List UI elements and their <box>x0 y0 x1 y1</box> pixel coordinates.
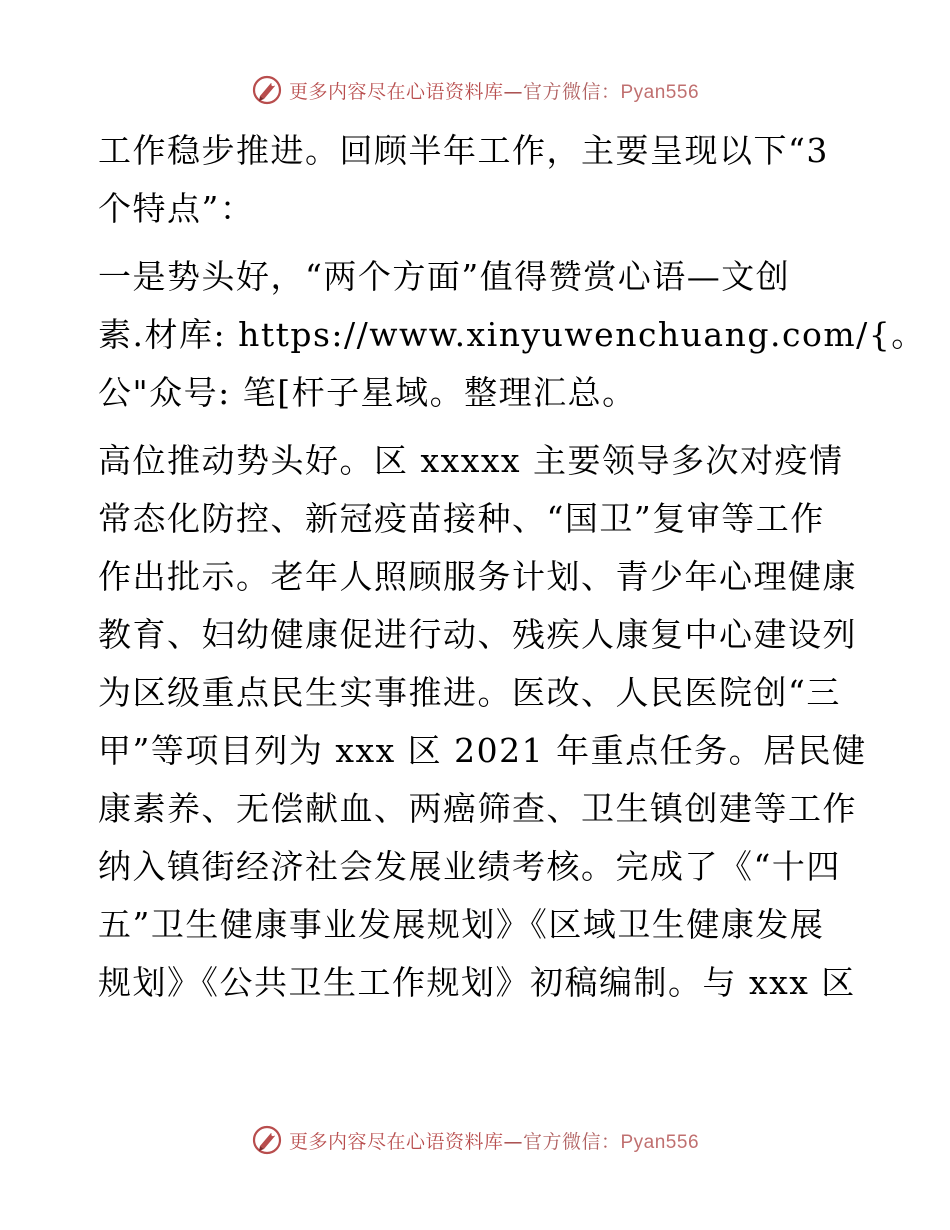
body-line: 一是势头好，“两个方面”值得赞赏心语—文创 <box>98 257 791 296</box>
body-line: 为区级重点民生实事推进。医改、人民医院创“三 <box>98 673 841 712</box>
pen-logo-icon <box>251 1124 283 1156</box>
body-line: 工作稳步推进。回顾半年工作，主要呈现以下“3 <box>98 131 829 170</box>
pen-logo-icon <box>251 74 283 106</box>
body-line: 高位推动势头好。区 xxxxx 主要领导多次对疫情 <box>98 441 844 480</box>
body-line: 康素养、无偿献血、两癌筛查、卫生镇创建等工作 <box>98 789 857 828</box>
document-body <box>98 122 926 1012</box>
body-line: 常态化防控、新冠疫苗接种、“国卫”复审等工作 <box>98 499 825 538</box>
body-line: 甲”等项目列为 xxx 区 2021 年重点任务。居民健 <box>98 731 867 770</box>
body-line: 教育、妇幼健康促进行动、残疾人康复中心建设列 <box>98 615 857 654</box>
body-line: 素.材库: https://www.xinyuwenchuang.com/{。 <box>98 315 926 354</box>
header-watermark-banner <box>0 70 950 110</box>
body-line: 个特点”： <box>98 189 255 228</box>
paragraph-gap <box>98 238 850 248</box>
footer-watermark-text: 更多内容尽在心语资料库—官方微信：Pyan556 <box>288 1130 700 1153</box>
footer-watermark-banner <box>0 1120 950 1160</box>
body-line: 五”卫生健康事业发展规划》《区域卫生健康发展 <box>98 905 825 944</box>
body-line: 纳入镇街经济社会发展业绩考核。完成了《“十四 <box>98 847 841 886</box>
header-watermark-text: 更多内容尽在心语资料库—官方微信：Pyan556 <box>288 80 700 103</box>
body-line: 规划》《公共卫生工作规划》初稿编制。与 xxx 区 <box>98 963 856 1002</box>
body-line: 作出批示。老年人照顾服务计划、青少年心理健康 <box>98 557 857 596</box>
body-line: 公"众号: 笔[杆子星域。整理汇总。 <box>98 373 637 412</box>
paragraph-gap <box>98 422 850 432</box>
